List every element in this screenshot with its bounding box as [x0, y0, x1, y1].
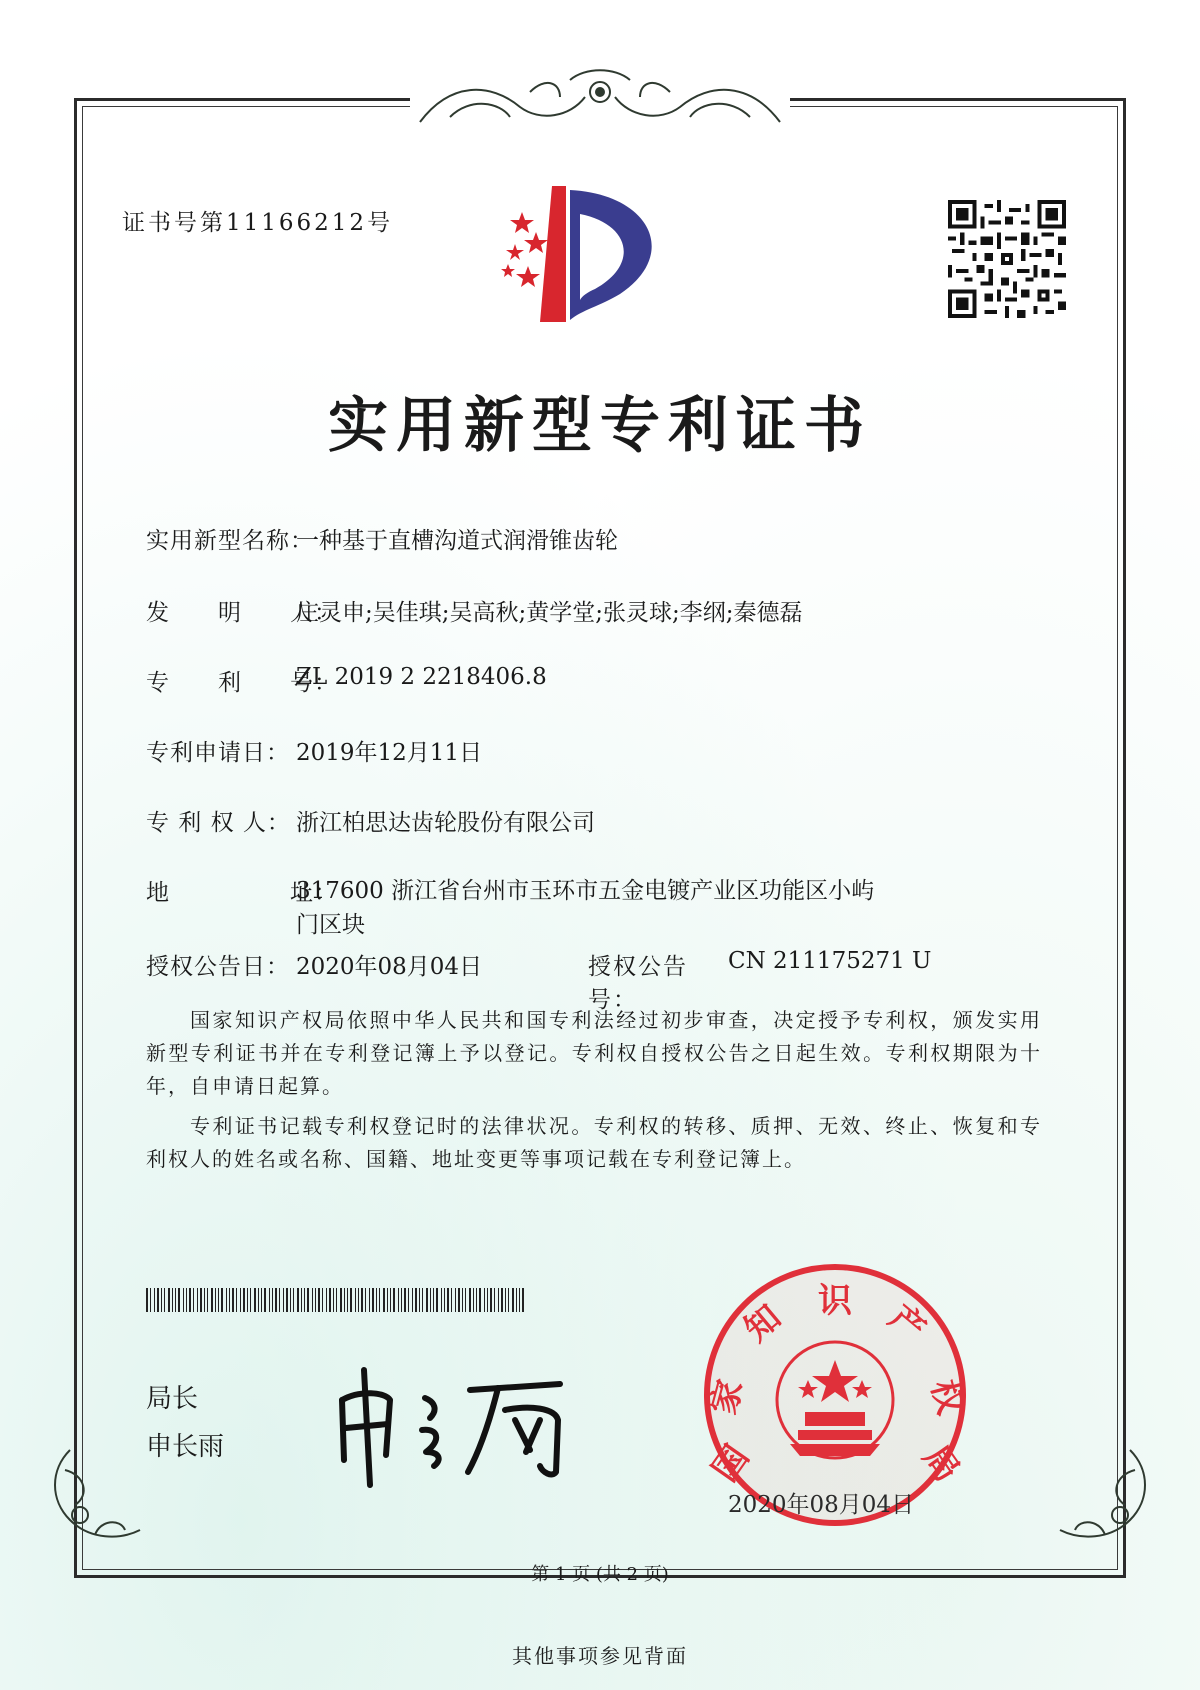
field-grant-date [146, 948, 482, 981]
page-indicator: 第 1 页 (共 2 页) [531, 1564, 669, 1585]
director-name: 申长雨 [146, 1432, 225, 1462]
field-utility-model-name [146, 522, 618, 555]
field-patent-number [146, 664, 547, 697]
top-ornament-icon [410, 62, 790, 142]
field-value: 浙江柏思达齿轮股份有限公司 [296, 810, 595, 836]
field-inventors [146, 594, 803, 627]
field-patentee [146, 804, 595, 837]
corner-ornament-icon [40, 1440, 150, 1560]
field-label: 发 明 人： [146, 600, 338, 626]
svg-text:权: 权 [922, 1375, 970, 1419]
director-title: 局长 [146, 1384, 199, 1414]
svg-text:识: 识 [818, 1281, 852, 1321]
field-value: 317600 浙江省台州市玉环市五金电镀产业区功能区小屿门区块 [296, 878, 875, 938]
seal-date: 2020年08月04日 [728, 1492, 915, 1518]
field-value: 庄灵申;吴佳琪;吴高秋;黄学堂;张灵球;李纲;秦德磊 [296, 600, 803, 626]
certificate-number: 证书号第11166212号 [122, 210, 394, 236]
svg-text:局: 局 [914, 1438, 968, 1490]
field-label: 专 利 号： [146, 670, 338, 696]
svg-text:知: 知 [737, 1297, 789, 1350]
svg-text:产: 产 [881, 1297, 933, 1350]
corner-ornament-icon [1050, 1440, 1160, 1560]
cnipa-logo-icon [500, 184, 690, 334]
legal-paragraph: 专利证书记载专利权登记时的法律状况。专利权的转移、质押、无效、终止、恢复和专利权人的姓名或名称、国籍、地址变更等事项记载在专利登记簿上。 [146, 1114, 1042, 1171]
field-label: 地 址： [146, 880, 338, 906]
field-label: 实用新型名称： [146, 528, 314, 554]
field-application-date [146, 734, 482, 767]
field-label: 专 利 权 人： [146, 810, 291, 836]
barcode-icon [146, 1288, 524, 1312]
qr-code-icon [948, 200, 1066, 318]
back-note: 其他事项参见背面 [512, 1644, 688, 1668]
field-value: ZL 2019 2 2218406.8 [296, 664, 547, 690]
legal-paragraph: 国家知识产权局依照中华人民共和国专利法经过初步审查，决定授予专利权，颁发实用新型专利证书并在专利登记簿上予以登记。专利权自授权公告之日起生效。专利权期限为十年，自申请日起算。 [146, 1008, 1042, 1098]
svg-text:国: 国 [704, 1438, 758, 1490]
field-label: 专利申请日： [146, 740, 290, 766]
field-label: 授权公告号： [588, 954, 688, 1013]
signature-icon [330, 1360, 590, 1490]
field-value: CN 211175271 U [728, 948, 932, 974]
field-value: 2020年08月04日 [296, 954, 483, 980]
certificate-title: 实用新型专利证书 [328, 391, 872, 461]
field-value: 2019年12月11日 [296, 740, 483, 766]
field-address [146, 874, 886, 942]
field-value: 一种基于直槽沟道式润滑锥齿轮 [296, 528, 618, 554]
svg-text:家: 家 [703, 1375, 752, 1419]
field-label: 授权公告日： [146, 954, 290, 980]
